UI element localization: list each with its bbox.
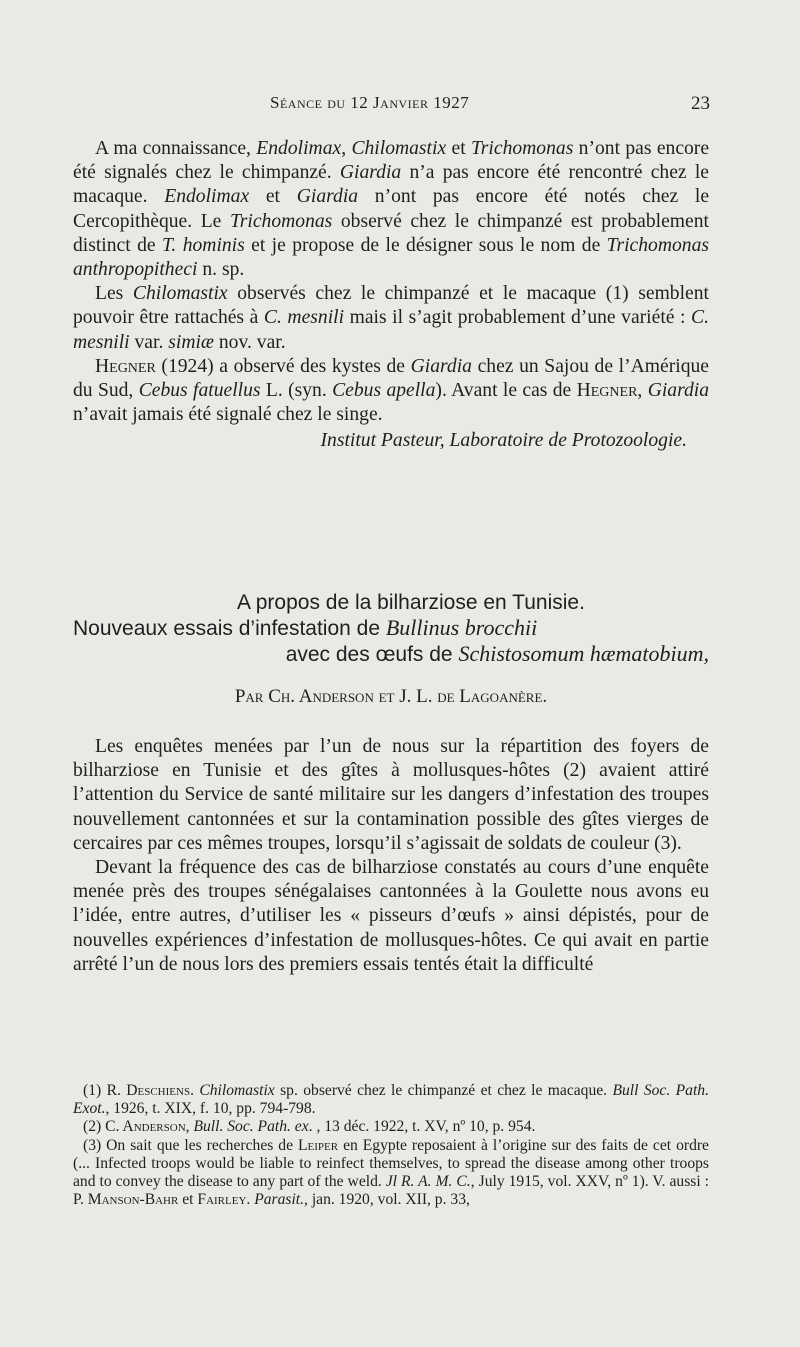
affiliation-signature: Institut Pasteur, Laboratoire de Protozoologie. (320, 430, 687, 452)
taxon: Chilomastix (132, 283, 228, 305)
title-line: A propos de la bilharziose en Tunisie. (237, 591, 585, 614)
taxon: Trichomonas (229, 210, 333, 232)
taxon: Endolimax (164, 186, 250, 208)
byline: Par Ch. Anderson et J. L. de Lagoanère. (234, 686, 548, 707)
taxon: Chilomastix (351, 138, 447, 159)
taxon: Schistosomum hæmatobium, (458, 641, 709, 666)
footnote: (1) R. Deschiens. Chilomastix sp. observé chez le chimpanzé et chez le macaque. Bull Soc. Path. Exot., 1926, t. XIX, f. 10, pp. 794-798. (73, 1082, 709, 1118)
taxon: Giardia (647, 380, 710, 402)
taxon: simiæ (168, 331, 214, 353)
footnotes (73, 1082, 709, 1209)
taxon: Giardia (339, 162, 402, 184)
taxon: Endolimax (256, 138, 342, 159)
author-name: Hegner (576, 380, 638, 402)
title-line: Nouveaux essais d’infestation de Bullinus brocchii (73, 615, 538, 640)
page-number: 23 (691, 93, 710, 114)
paragraph: Les enquêtes menées par l’un de nous sur la répartition des foyers de bilharziose en Tunisie et des gîtes à mollusques-hôtes (2) avaient attiré l’attention du Service de santé militaire sur les dangers d’infestation des troupes nouvellement cantonnées et sur la contamination possible des gîtes vierges de cercaires par ces mêmes troupes, lorsqu’il s’agissait de soldats de couleur (3). (73, 736, 709, 854)
paragraph: Hegner (1924) a observé des kystes de Giardia chez un Sajou de l’Amérique du Sud, Cebus fatuellus L. (syn. Cebus apella). Avant le cas de Hegner, Giardia n’avait jamais été signalé chez le singe. (73, 355, 710, 426)
article-title (73, 590, 709, 667)
page-header (0, 93, 800, 123)
taxon: C. mesnili (73, 307, 710, 353)
paragraph: A ma connaissance, Endolimax, Chilomastix et Trichomonas n’ont pas encore été signalés chez le chimpanzé. Giardia n’a pas encore été rencontré chez le macaque. Endolimax et Giardia n’ont pas encore été notés chez le Cercopithèque. Le Trichomonas observé chez le chimpanzé est probablement distinct de T. hominis et je propose de le désigner sous le nom de Trichomonas anthropopitheci n. sp. (73, 138, 710, 281)
taxon: C. mesnili (263, 307, 345, 329)
paragraph: Devant la fréquence des cas de bilharziose constatés au cours d’une enquête menée près des troupes sénégalaises cantonnées à la Goulette nous avons eu l’idée, entre autres, d’utiliser les « pisseurs d’œufs » ainsi dépistés, pour de nouvelles expériences d’infestation de mollusques-hôtes. Ce qui avait en partie arrêté l’un de nous lors des premiers essais tentés était la difficulté (73, 857, 709, 975)
running-head: Séance du 12 Janvier 1927 (270, 93, 470, 112)
taxon: Trichomonas anthropopitheci (73, 234, 710, 281)
taxon: Cebus apella (332, 380, 436, 402)
taxon: T. hominis (161, 234, 245, 256)
title-line: avec des œufs de Schistosomum hæmatobium, (285, 641, 709, 666)
footnote: (2) C. Anderson, Bull. Soc. Path. ex. , 13 déc. 1922, t. XV, nº 10, p. 954. (83, 1118, 536, 1136)
taxon: Trichomonas (470, 138, 574, 159)
paragraph: Les Chilomastix observés chez le chimpanzé et le macaque (1) semblent pouvoir être rattachés à C. mesnili mais il s’agit probablement d’une variété : C. mesnili var. simiæ nov. var. (73, 283, 710, 353)
footnote: (3) On sait que les recherches de Leiper en Egypte reposaient à l’origine sur des faits de cet ordre (... Infected troops would be liable to reinfect themselves, to spread the disease among other troops and to convey the disease to any part of the weld. Jl R. A. M. C., July 1915, vol. XXV, nº 1). V. aussi : P. Manson-Bahr et Fairley. Parasit., jan. 1920, vol. XII, p. 33, (73, 1136, 710, 1209)
previous-article-text (73, 137, 709, 454)
taxon: Bullinus brocchii (385, 615, 538, 640)
taxon: Giardia (296, 186, 359, 208)
article-body (73, 735, 709, 977)
taxon: Cebus fatuellus (138, 380, 261, 402)
author-name: Hegner (95, 355, 156, 377)
taxon: Giardia (410, 355, 472, 377)
